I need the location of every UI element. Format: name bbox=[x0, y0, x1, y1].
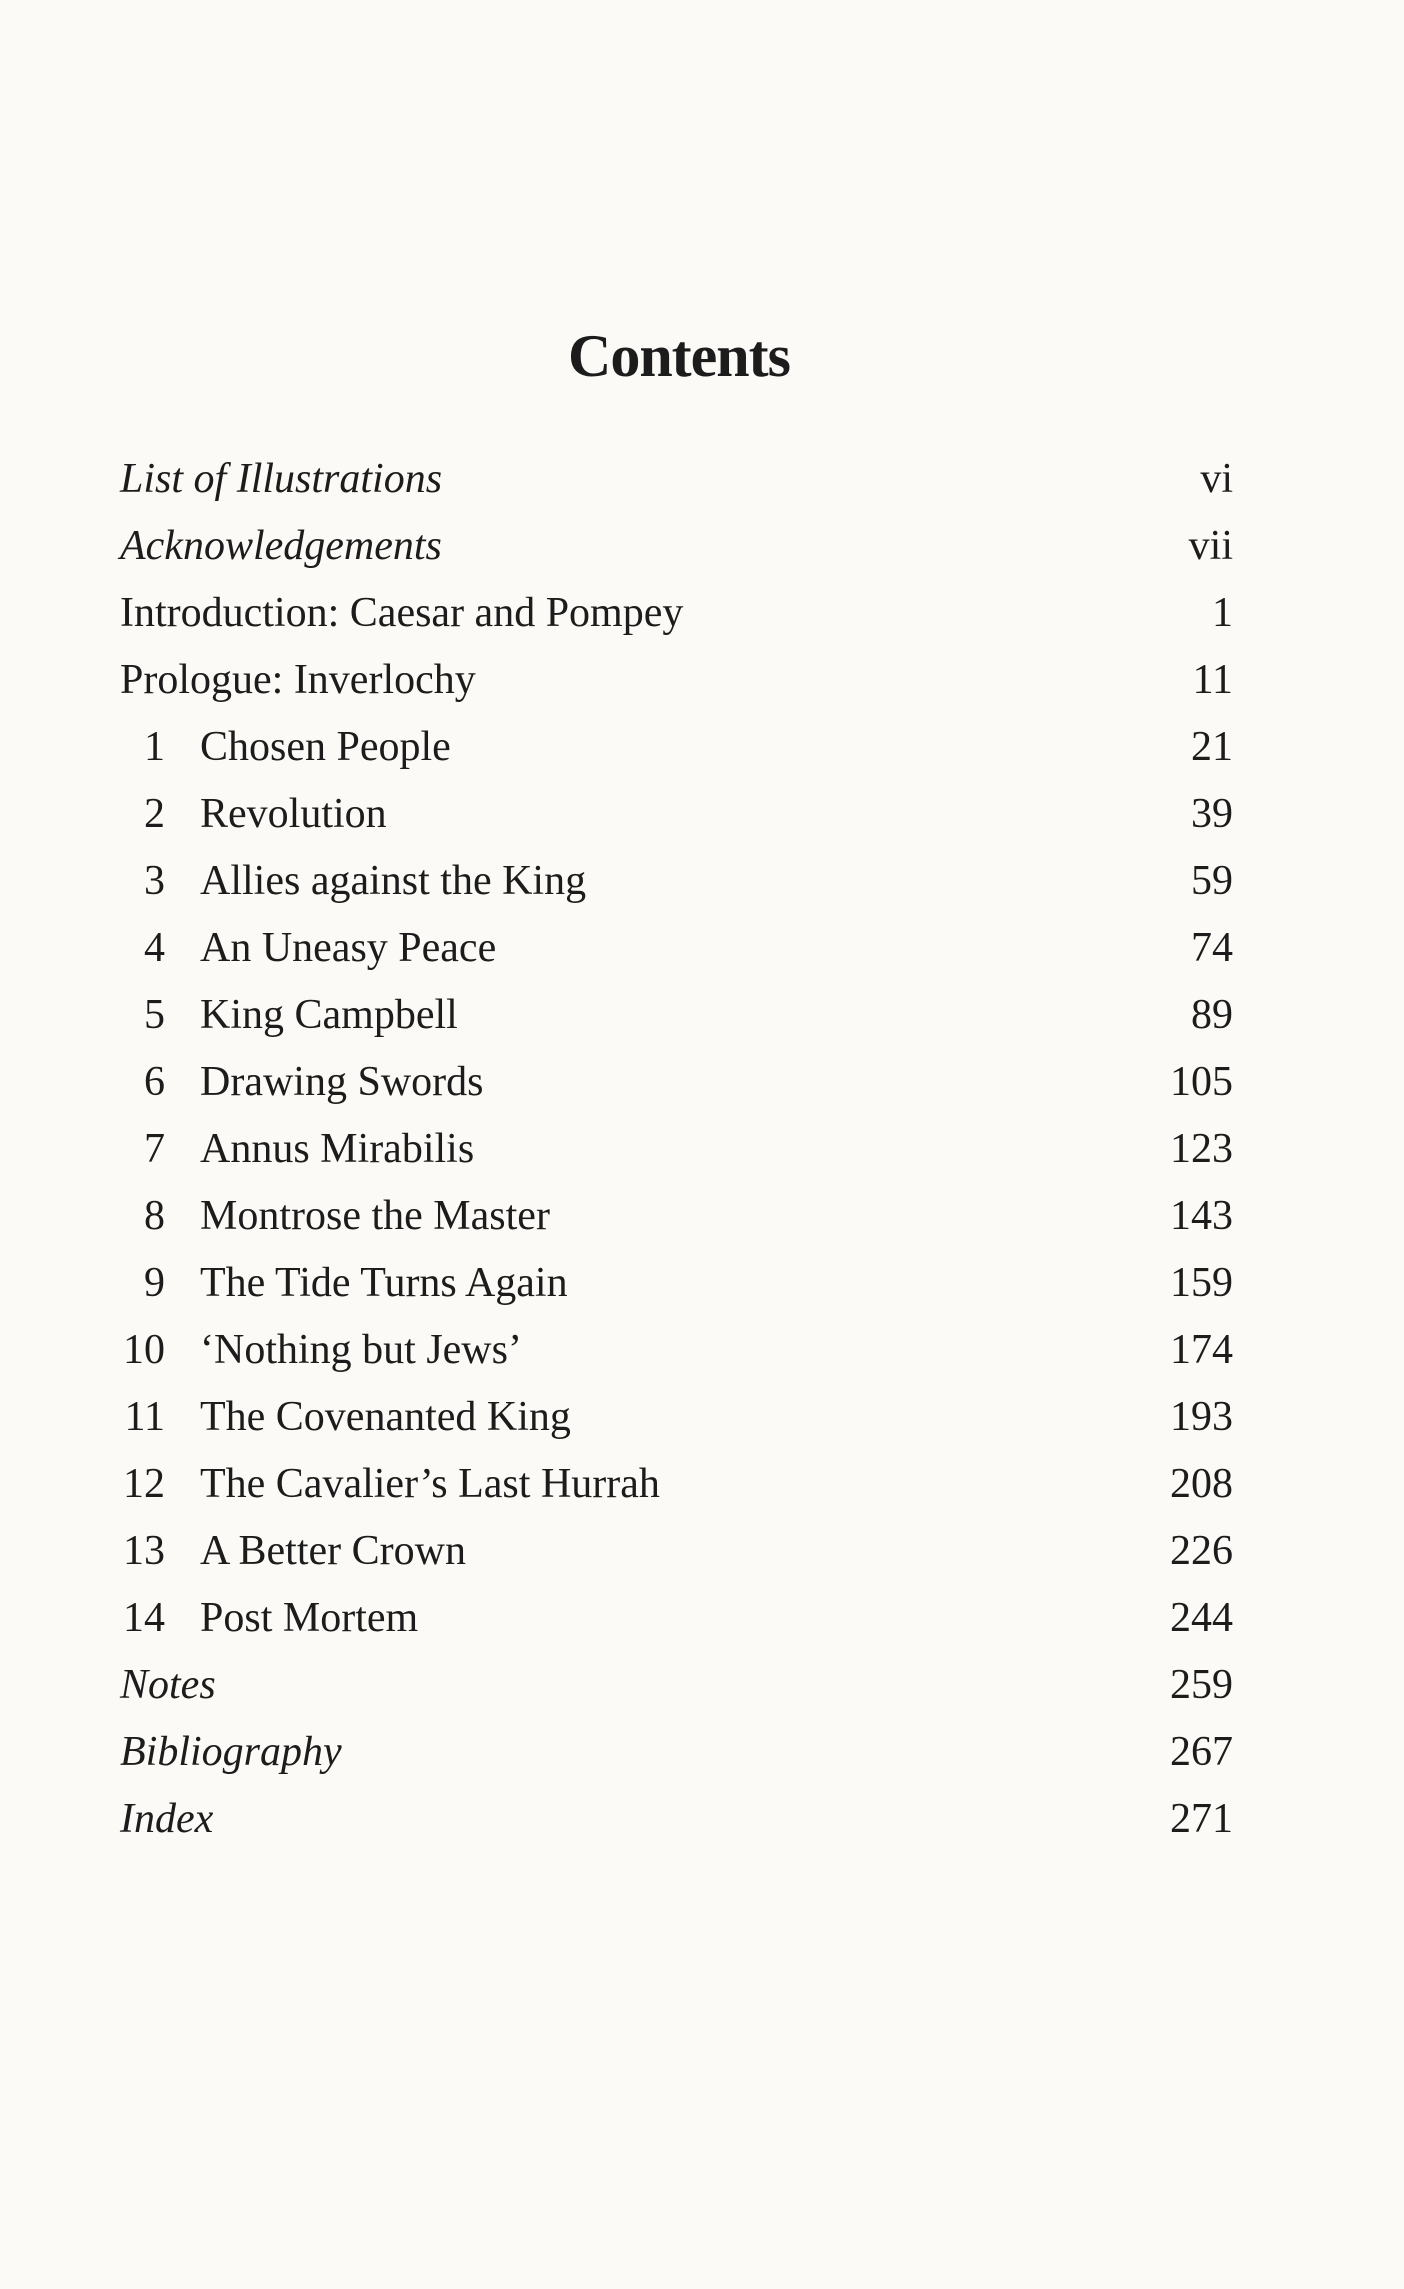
entry-title: Bibliography bbox=[120, 1729, 342, 1775]
page-number: 143 bbox=[1170, 1193, 1233, 1239]
entry-title: Annus Mirabilis bbox=[200, 1126, 475, 1172]
toc-entry bbox=[120, 1317, 1233, 1384]
toc-entry bbox=[120, 513, 1233, 580]
page-number: 271 bbox=[1170, 1796, 1233, 1842]
chapter-number: 7 bbox=[144, 1126, 165, 1172]
chapter-number: 5 bbox=[144, 992, 165, 1038]
toc-entry bbox=[120, 982, 1233, 1049]
toc-entry bbox=[120, 1786, 1233, 1853]
toc-entry bbox=[120, 1719, 1233, 1786]
page-number: 74 bbox=[1191, 925, 1233, 971]
entry-title: Chosen People bbox=[200, 724, 451, 770]
entry-title: Index bbox=[120, 1796, 214, 1842]
chapter-number: 12 bbox=[123, 1461, 165, 1507]
chapter-number: 1 bbox=[144, 724, 165, 770]
page-number: 59 bbox=[1191, 858, 1233, 904]
toc-entry bbox=[120, 848, 1233, 915]
entry-title: An Uneasy Peace bbox=[200, 925, 497, 971]
toc-entry bbox=[120, 1518, 1233, 1585]
entry-title: The Covenanted King bbox=[200, 1394, 571, 1440]
page-number: 105 bbox=[1170, 1059, 1233, 1105]
page-number: 244 bbox=[1170, 1595, 1233, 1641]
chapter-number: 2 bbox=[144, 791, 165, 837]
table-of-contents bbox=[120, 446, 1233, 1853]
toc-entry bbox=[120, 1183, 1233, 1250]
page-number: 11 bbox=[1192, 657, 1233, 703]
page-number: vi bbox=[1200, 456, 1233, 502]
chapter-number: 4 bbox=[144, 925, 165, 971]
toc-entry bbox=[120, 1384, 1233, 1451]
toc-entry bbox=[120, 1451, 1233, 1518]
page-number: 123 bbox=[1170, 1126, 1233, 1172]
toc-entry bbox=[120, 1049, 1233, 1116]
entry-title: Montrose the Master bbox=[200, 1193, 550, 1239]
page-number: 208 bbox=[1170, 1461, 1233, 1507]
toc-entry bbox=[120, 1250, 1233, 1317]
entry-title: Drawing Swords bbox=[200, 1059, 484, 1105]
entry-title: King Campbell bbox=[200, 992, 458, 1038]
page-number: 21 bbox=[1191, 724, 1233, 770]
chapter-number: 3 bbox=[144, 858, 165, 904]
chapter-number: 8 bbox=[144, 1193, 165, 1239]
entry-title: The Cavalier’s Last Hurrah bbox=[200, 1461, 660, 1507]
page-number: 174 bbox=[1170, 1327, 1233, 1373]
toc-entry bbox=[120, 446, 1233, 513]
page-title: Contents bbox=[567, 323, 790, 389]
chapter-number: 11 bbox=[124, 1394, 165, 1440]
chapter-number: 6 bbox=[144, 1059, 165, 1105]
entry-title: The Tide Turns Again bbox=[200, 1260, 568, 1306]
page-number: 1 bbox=[1212, 590, 1233, 636]
toc-entry bbox=[120, 714, 1233, 781]
entry-title: Allies against the King bbox=[200, 858, 587, 904]
page-number: 39 bbox=[1191, 791, 1233, 837]
entry-title: A Better Crown bbox=[200, 1528, 466, 1574]
entry-title: Prologue: Inverlochy bbox=[120, 657, 476, 703]
entry-title: Acknowledgements bbox=[120, 523, 442, 569]
toc-entry bbox=[120, 781, 1233, 848]
page-number: 259 bbox=[1170, 1662, 1233, 1708]
toc-entry bbox=[120, 1652, 1233, 1719]
entry-title: Introduction: Caesar and Pompey bbox=[120, 590, 684, 636]
toc-entry bbox=[120, 1585, 1233, 1652]
entry-title: Revolution bbox=[200, 791, 387, 837]
entry-title: Post Mortem bbox=[200, 1595, 419, 1641]
entry-title: ‘Nothing but Jews’ bbox=[200, 1327, 522, 1373]
toc-entry bbox=[120, 1116, 1233, 1183]
page-number: vii bbox=[1188, 523, 1233, 569]
chapter-number: 9 bbox=[144, 1260, 165, 1306]
page-number: 193 bbox=[1170, 1394, 1233, 1440]
entry-title: List of Illustrations bbox=[120, 456, 443, 502]
page-number: 226 bbox=[1170, 1528, 1233, 1574]
chapter-number: 13 bbox=[123, 1528, 165, 1574]
page-number: 89 bbox=[1191, 992, 1233, 1038]
toc-entry bbox=[120, 915, 1233, 982]
chapter-number: 14 bbox=[123, 1595, 165, 1641]
page-number: 159 bbox=[1170, 1260, 1233, 1306]
entry-title: Notes bbox=[120, 1662, 216, 1708]
toc-entry bbox=[120, 647, 1233, 714]
page-number: 267 bbox=[1170, 1729, 1233, 1775]
toc-entry bbox=[120, 580, 1233, 647]
chapter-number: 10 bbox=[123, 1327, 165, 1373]
